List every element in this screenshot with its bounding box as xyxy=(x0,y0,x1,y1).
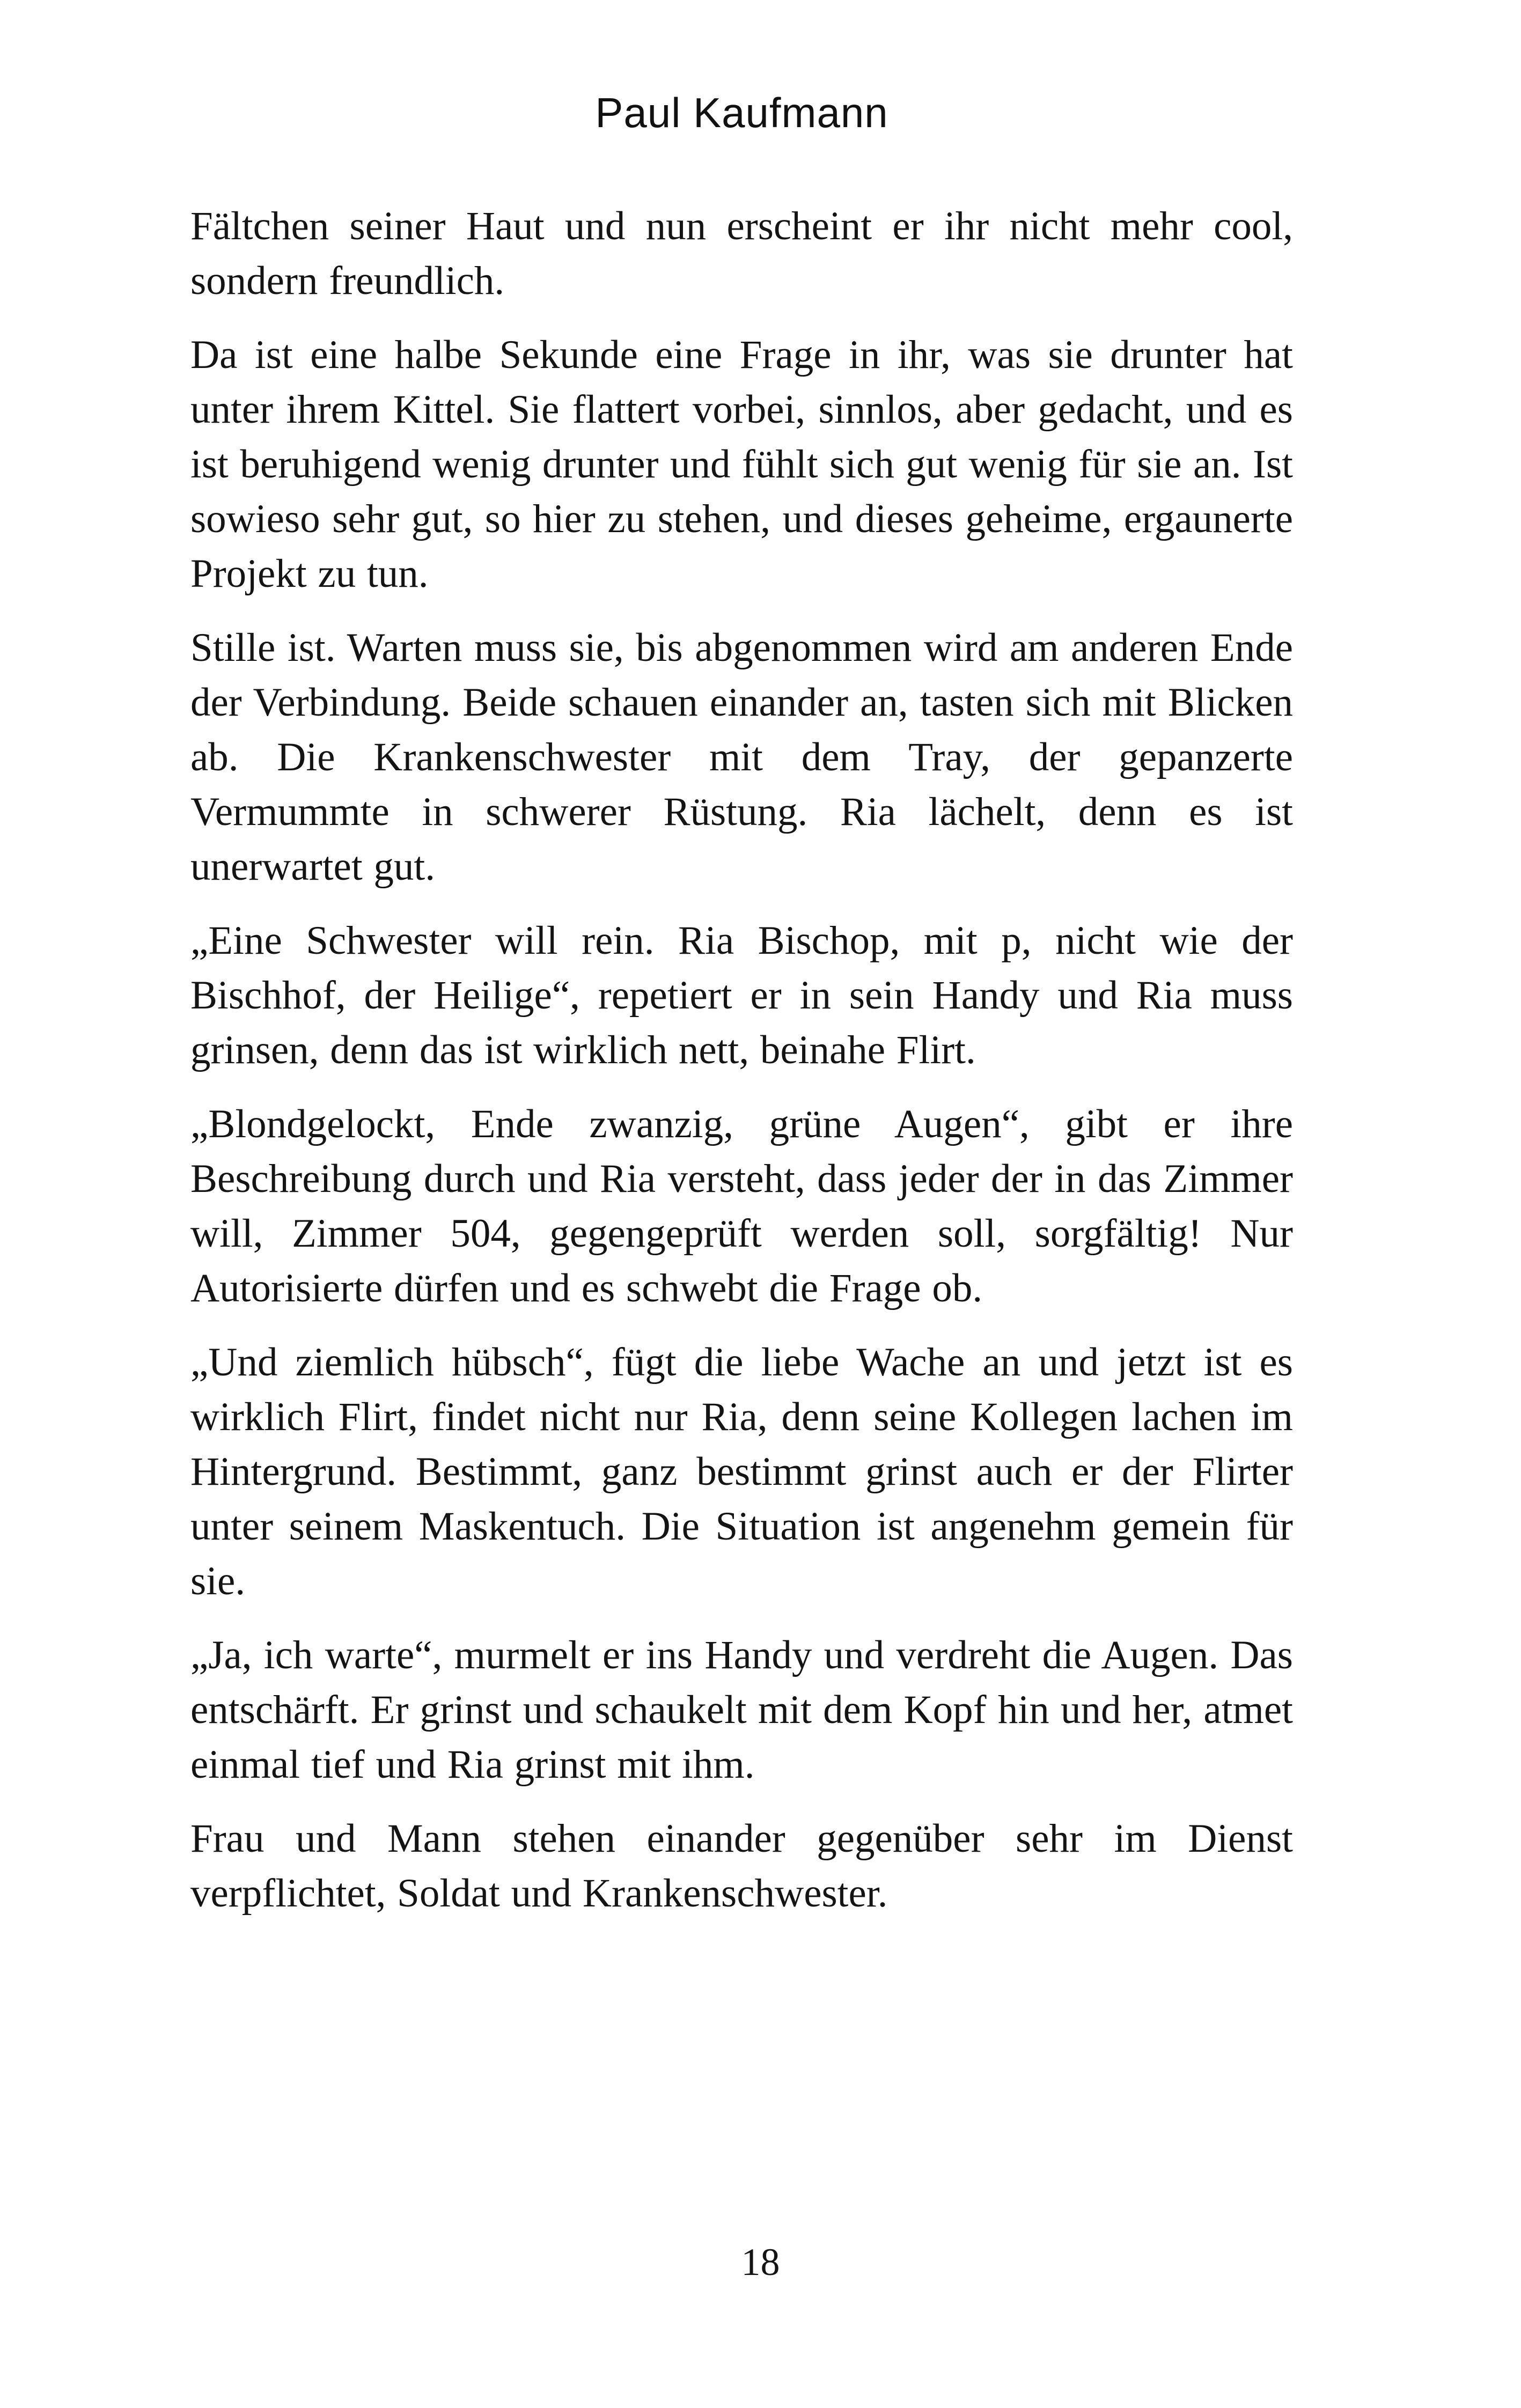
page-body-text xyxy=(190,199,1293,1921)
page-number: 18 xyxy=(741,2241,780,2284)
paragraph: Frau und Mann stehen einander gegenüber sehr im Dienst verpflichtet, Soldat und Krankenschwester. xyxy=(190,1816,1293,1916)
paragraph: „Eine Schwester will rein. Ria Bischop, mit p, nicht wie der Bischhof, der Heilige“, repetiert er in sein Handy und Ria muss grinsen, denn das ist wirklich nett, beinahe Flirt. xyxy=(190,918,1293,1072)
paragraph: „Blondgelockt, Ende zwanzig, grüne Augen“, gibt er ihre Beschreibung durch und Ria versteht, dass jeder der in das Zimmer will, Zimmer 504, gegengeprüft werden soll, sorgfältig! Nur Autorisierte dürfen und es schwebt die Frage ob. xyxy=(190,1102,1293,1310)
paragraph: Fältchen seiner Haut und nun erscheint er ihr nicht mehr cool, sondern freundlich. xyxy=(190,204,1293,303)
paragraph: Da ist eine halbe Sekunde eine Frage in ihr, was sie drunter hat unter ihrem Kittel. Sie flattert vorbei, sinnlos, aber gedacht, und es ist beruhigend wenig drunter und fühlt sich gut wenig für sie an. Ist sowieso sehr gut, so hier zu stehen, und dieses geheime, ergaunerte Projekt zu tun. xyxy=(190,333,1293,596)
paragraph: „Und ziemlich hübsch“, fügt die liebe Wache an und jetzt ist es wirklich Flirt, findet nicht nur Ria, denn seine Kollegen lachen im Hintergrund. Bestimmt, ganz bestimmt grinst auch er der Flirter unter seinem Maskentuch. Die Situation ist angenehm gemein für sie. xyxy=(190,1340,1293,1603)
paragraph: „Ja, ich warte“, murmelt er ins Handy und verdreht die Augen. Das entschärft. Er grinst und schaukelt mit dem Kopf hin und her, atmet einmal tief und Ria grinst mit ihm. xyxy=(190,1633,1293,1787)
author-header: Paul Kaufmann xyxy=(595,89,888,136)
paragraph: Stille ist. Warten muss sie, bis abgenommen wird am anderen Ende der Verbindung. Beide schauen einander an, tasten sich mit Blicken ab. Die Krankenschwester mit dem Tray, der gepanzerte Vermummte in schwerer Rüstung. Ria lächelt, denn es ist unerwartet gut. xyxy=(190,625,1293,889)
